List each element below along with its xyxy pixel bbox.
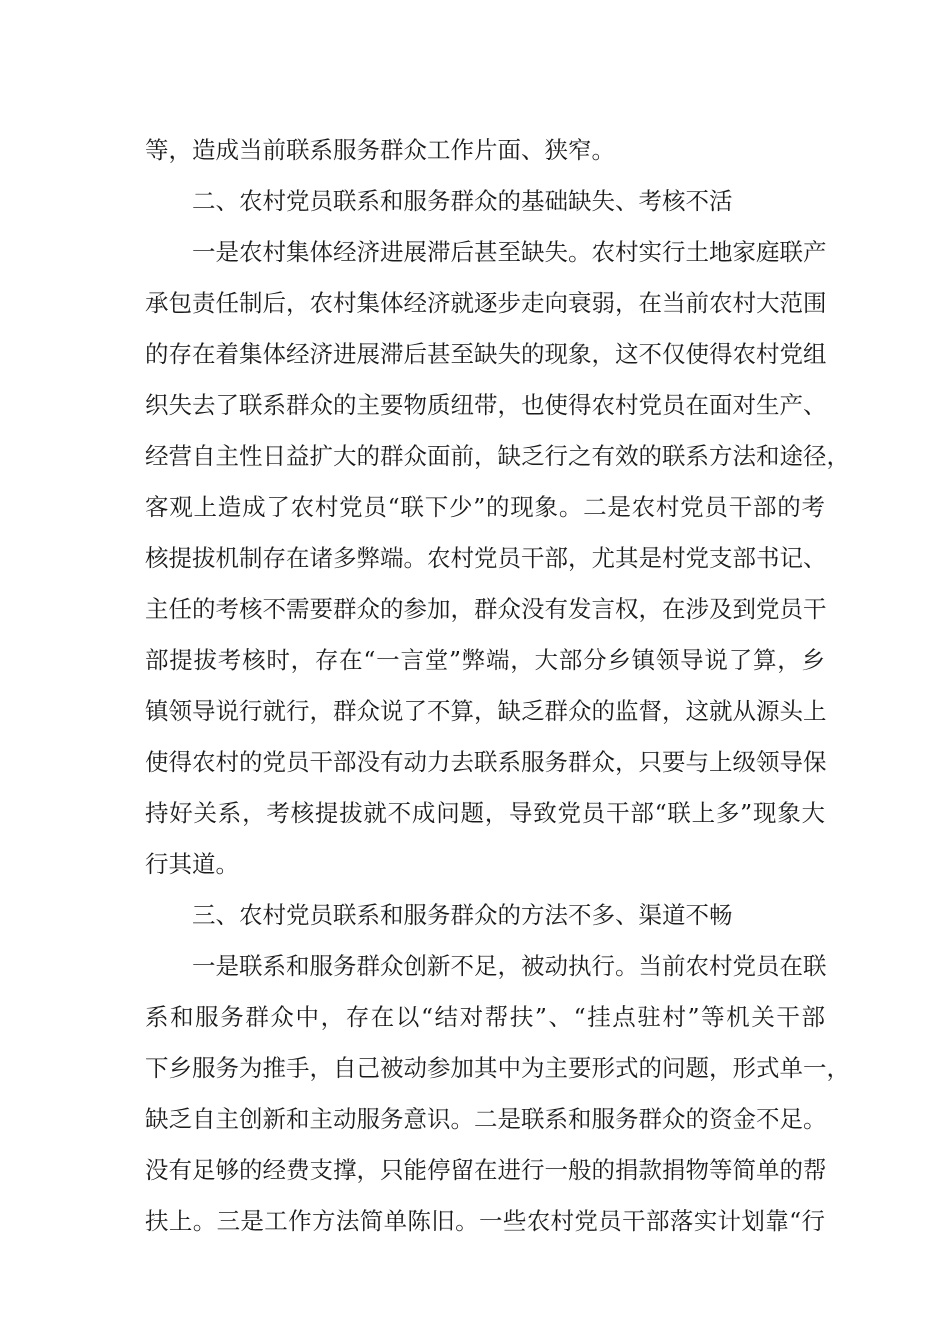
body-text-line: 一是联系和服务群众创新不足，被动执行。当前农村党员在联 <box>192 952 827 980</box>
body-text-line: 客观上造成了农村党员“联下少”的现象。二是农村党员干部的考 <box>145 493 825 521</box>
body-text-line: 的存在着集体经济进展滞后甚至缺失的现象，这不仅使得农村党组 <box>145 340 827 368</box>
body-text-line: 一是农村集体经济进展滞后甚至缺失。农村实行土地家庭联产 <box>192 238 827 266</box>
body-text-line: 使得农村的党员干部没有动力去联系服务群众，只要与上级领导保 <box>145 748 827 776</box>
body-text-line: 部提拔考核时，存在“一言堂”弊端，大部分乡镇领导说了算，乡 <box>145 646 825 674</box>
body-text-line: 织失去了联系群众的主要物质纽带，也使得农村党员在面对生产、 <box>145 391 827 419</box>
body-text-line: 系和服务群众中，存在以“结对帮扶”、“挂点驻村”等机关干部 <box>145 1003 825 1031</box>
body-text-line: 镇领导说行就行，群众说了不算，缺乏群众的监督，这就从源头上 <box>145 697 827 725</box>
body-text-line: 没有足够的经费支撑，只能停留在进行一般的捐款捐物等简单的帮 <box>145 1156 827 1184</box>
body-text-line: 等，造成当前联系服务群众工作片面、狭窄。 <box>145 136 615 164</box>
body-text-line: 持好关系，考核提拔就不成问题，导致党员干部“联上多”现象大 <box>145 799 825 827</box>
body-text-line: 核提拔机制存在诸多弊端。农村党员干部，尤其是村党支部书记、 <box>145 544 827 572</box>
section-heading: 二、农村党员联系和服务群众的基础缺失、考核不活 <box>192 187 733 215</box>
body-text-line: 扶上。三是工作方法简单陈旧。一些农村党员干部落实计划靠“行 <box>145 1207 825 1235</box>
body-text-line: 承包责任制后，农村集体经济就逐步走向衰弱，在当前农村大范围 <box>145 289 827 317</box>
body-text-line: 行其道。 <box>145 850 239 878</box>
section-heading: 三、农村党员联系和服务群众的方法不多、渠道不畅 <box>192 901 733 929</box>
body-text-line: 经营自主性日益扩大的群众面前，缺乏行之有效的联系方法和途径， <box>145 442 850 470</box>
body-text-line: 缺乏自主创新和主动服务意识。二是联系和服务群众的资金不足。 <box>145 1105 827 1133</box>
body-text-line: 主任的考核不需要群众的参加，群众没有发言权，在涉及到党员干 <box>145 595 827 623</box>
body-text-line: 下乡服务为推手，自己被动参加其中为主要形式的问题，形式单一， <box>145 1054 850 1082</box>
